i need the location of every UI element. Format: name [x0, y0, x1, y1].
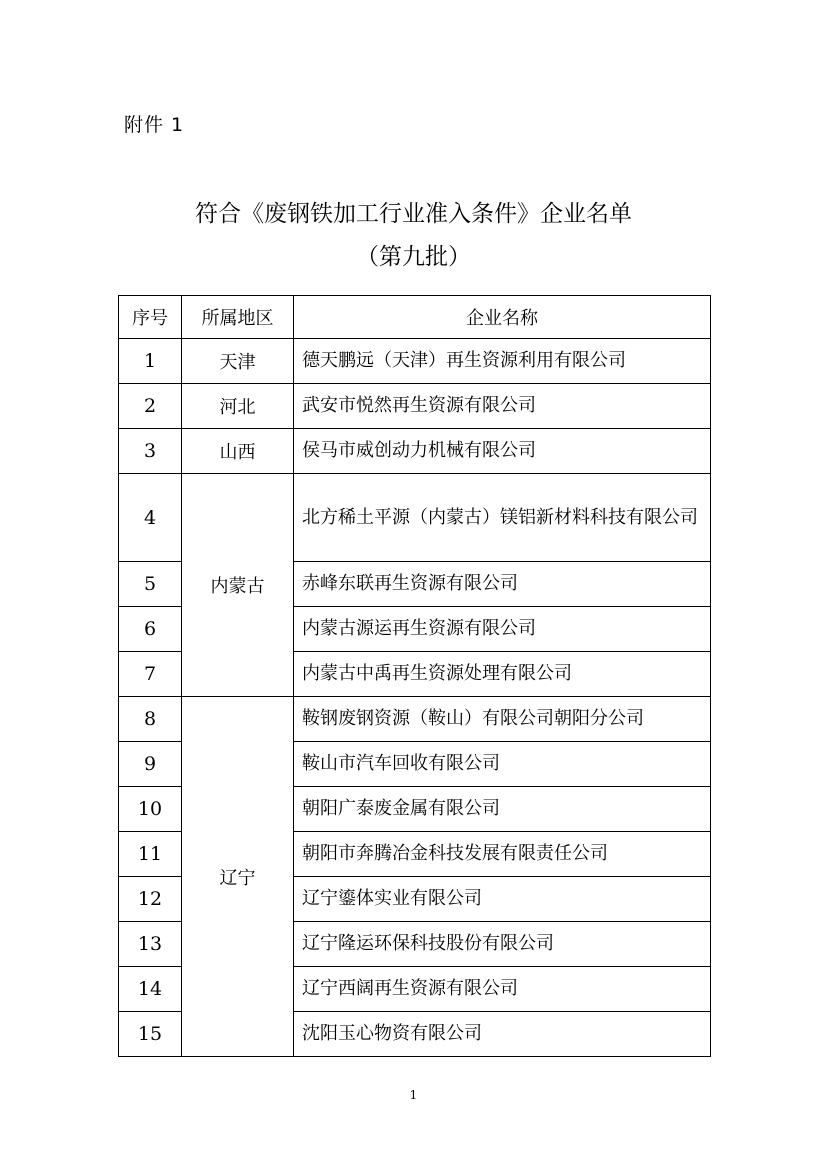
serial-cell: 3 — [119, 429, 182, 474]
company-name-cell: 鞍山市汽车回收有限公司 — [294, 742, 711, 787]
region-cell: 内蒙古 — [182, 474, 294, 697]
enterprise-table — [118, 295, 711, 1057]
company-name-cell: 武安市悦然再生资源有限公司 — [294, 384, 711, 429]
serial-cell: 13 — [119, 922, 182, 967]
company-name-cell: 辽宁隆运环保科技股份有限公司 — [294, 922, 711, 967]
serial-cell: 11 — [119, 832, 182, 877]
serial-cell: 6 — [119, 607, 182, 652]
region-cell: 辽宁 — [182, 697, 294, 1057]
serial-cell: 7 — [119, 652, 182, 697]
company-name-cell: 沈阳玉心物资有限公司 — [294, 1012, 711, 1057]
company-name-cell: 朝阳广泰废金属有限公司 — [294, 787, 711, 832]
serial-cell: 14 — [119, 967, 182, 1012]
table-row — [119, 384, 711, 429]
header-region: 所属地区 — [182, 296, 294, 339]
serial-cell: 1 — [119, 339, 182, 384]
document-title: 符合《废钢铁加工行业准入条件》企业名单 — [195, 201, 632, 227]
serial-cell: 5 — [119, 562, 182, 607]
table-row — [119, 339, 711, 384]
header-serial: 序号 — [119, 296, 182, 339]
table-row — [119, 429, 711, 474]
company-name-cell: 内蒙古中禹再生资源处理有限公司 — [294, 652, 711, 697]
serial-cell: 12 — [119, 877, 182, 922]
table-row — [119, 474, 711, 562]
region-cell: 山西 — [182, 429, 294, 474]
document-subtitle: （第九批） — [356, 244, 471, 270]
company-name-cell: 辽宁鎏体实业有限公司 — [294, 877, 711, 922]
company-name-cell: 赤峰东联再生资源有限公司 — [294, 562, 711, 607]
company-name-cell: 辽宁西阔再生资源有限公司 — [294, 967, 711, 1012]
company-name-cell: 内蒙古源运再生资源有限公司 — [294, 607, 711, 652]
serial-cell: 2 — [119, 384, 182, 429]
company-name-cell: 朝阳市奔腾冶金科技发展有限责任公司 — [294, 832, 711, 877]
company-name-cell: 德天鹏远（天津）再生资源利用有限公司 — [294, 339, 711, 384]
company-name-cell: 鞍钢废钢资源（鞍山）有限公司朝阳分公司 — [294, 697, 711, 742]
header-company-name: 企业名称 — [294, 296, 711, 339]
region-cell: 天津 — [182, 339, 294, 384]
company-name-cell: 侯马市威创动力机械有限公司 — [294, 429, 711, 474]
serial-cell: 4 — [119, 474, 182, 562]
table-header-row — [119, 296, 711, 339]
table-row — [119, 697, 711, 742]
serial-cell: 15 — [119, 1012, 182, 1057]
page-number: 1 — [409, 1088, 418, 1102]
attachment-label: 附件 1 — [124, 114, 185, 136]
company-name-cell: 北方稀土平源（内蒙古）镁铝新材料科技有限公司 — [294, 474, 711, 562]
serial-cell: 10 — [119, 787, 182, 832]
region-cell: 河北 — [182, 384, 294, 429]
serial-cell: 8 — [119, 697, 182, 742]
serial-cell: 9 — [119, 742, 182, 787]
